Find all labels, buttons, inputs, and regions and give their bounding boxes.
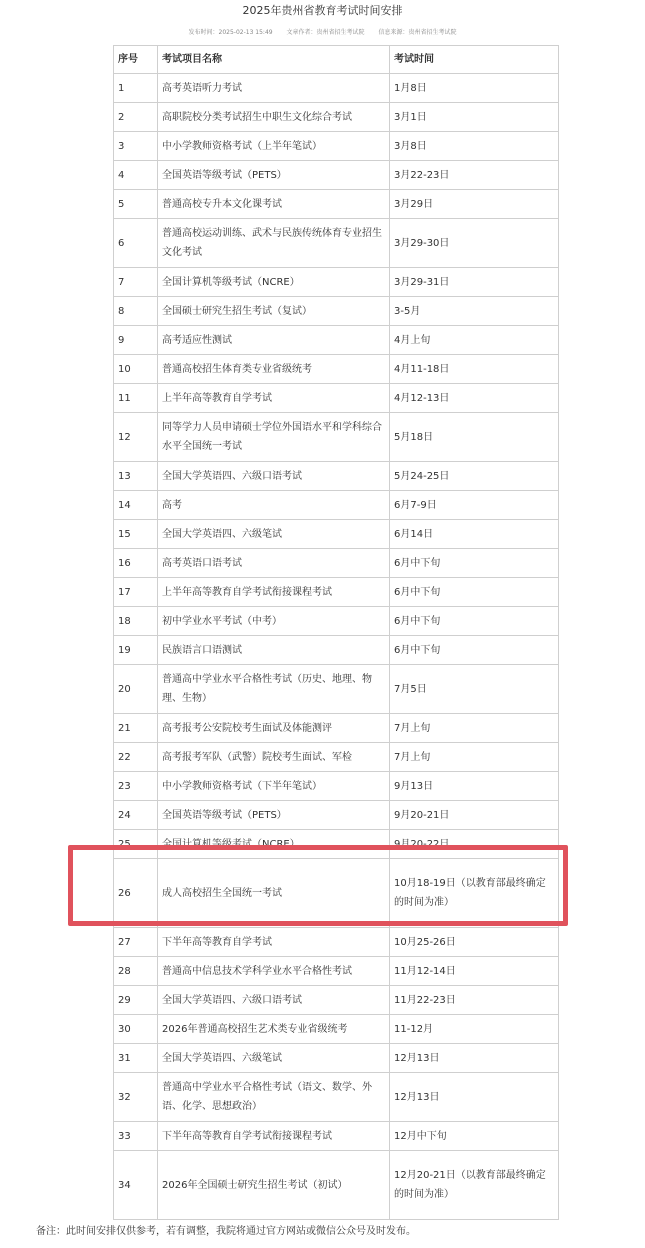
exam-name: 高考适应性测试	[158, 326, 390, 355]
exam-time: 5月24-25日	[390, 462, 559, 491]
table-row	[114, 801, 559, 830]
exam-time: 3-5月	[390, 297, 559, 326]
row-number: 6	[114, 219, 158, 268]
highlight-box	[68, 845, 568, 926]
row-number: 2	[114, 103, 158, 132]
table-row	[114, 1015, 559, 1044]
row-number: 16	[114, 549, 158, 578]
row-number: 1	[114, 74, 158, 103]
header-exam-name: 考试项目名称	[158, 46, 390, 74]
row-number: 4	[114, 161, 158, 190]
table-row	[114, 607, 559, 636]
row-number: 14	[114, 491, 158, 520]
exam-time: 3月8日	[390, 132, 559, 161]
row-number: 34	[114, 1151, 158, 1220]
exam-name: 普通高中信息技术学科学业水平合格性考试	[158, 957, 390, 986]
exam-time: 1月8日	[390, 74, 559, 103]
article-author: 文章作者：贵州省招生考试院	[286, 29, 365, 36]
row-number: 11	[114, 384, 158, 413]
table-row	[114, 413, 559, 462]
exam-name: 民族语言口语测试	[158, 636, 390, 665]
exam-time: 3月1日	[390, 103, 559, 132]
table-row	[114, 103, 559, 132]
table-row	[114, 491, 559, 520]
info-source: 信息来源：贵州省招生考试院	[378, 29, 457, 36]
table-row	[114, 355, 559, 384]
exam-name: 高考报考公安院校考生面试及体能测评	[158, 714, 390, 743]
row-number: 28	[114, 957, 158, 986]
row-number: 10	[114, 355, 158, 384]
row-number: 29	[114, 986, 158, 1015]
row-number: 20	[114, 665, 158, 714]
exam-name: 高职院校分类考试招生中职生文化综合考试	[158, 103, 390, 132]
exam-time: 7月上旬	[390, 743, 559, 772]
row-number: 18	[114, 607, 158, 636]
row-number: 17	[114, 578, 158, 607]
row-number: 32	[114, 1073, 158, 1122]
table-row	[114, 132, 559, 161]
exam-time: 6月中下旬	[390, 636, 559, 665]
exam-time: 6月7-9日	[390, 491, 559, 520]
table-row	[114, 1151, 559, 1220]
publish-time: 发布时间：2025-02-13 15:49	[188, 29, 273, 36]
table-row	[114, 986, 559, 1015]
row-number: 31	[114, 1044, 158, 1073]
table-row	[114, 1073, 559, 1122]
exam-time: 12月13日	[390, 1044, 559, 1073]
table-row	[114, 957, 559, 986]
table-row	[114, 384, 559, 413]
exam-name: 全国硕士研究生招生考试（复试）	[158, 297, 390, 326]
exam-time: 7月5日	[390, 665, 559, 714]
exam-time: 6月中下旬	[390, 578, 559, 607]
table-row	[114, 161, 559, 190]
exam-name: 普通高校专升本文化课考试	[158, 190, 390, 219]
exam-time: 12月20-21日（以教育部最终确定的时间为准）	[390, 1151, 559, 1220]
exam-name: 上半年高等教育自学考试	[158, 384, 390, 413]
exam-time: 12月中下旬	[390, 1122, 559, 1151]
header-exam-time: 考试时间	[390, 46, 559, 74]
table-row	[114, 636, 559, 665]
exam-time: 12月13日	[390, 1073, 559, 1122]
row-number: 23	[114, 772, 158, 801]
table-row	[114, 772, 559, 801]
exam-name: 下半年高等教育自学考试	[158, 928, 390, 957]
exam-name: 高考	[158, 491, 390, 520]
exam-name: 下半年高等教育自学考试衔接课程考试	[158, 1122, 390, 1151]
exam-name: 普通高校招生体育类专业省级统考	[158, 355, 390, 384]
table-row	[114, 665, 559, 714]
row-number: 33	[114, 1122, 158, 1151]
exam-name: 全国大学英语四、六级笔试	[158, 520, 390, 549]
exam-time: 11-12月	[390, 1015, 559, 1044]
row-number: 24	[114, 801, 158, 830]
row-number: 8	[114, 297, 158, 326]
table-row	[114, 219, 559, 268]
exam-time: 6月中下旬	[390, 549, 559, 578]
row-number: 25	[114, 830, 158, 859]
exam-time: 3月29日	[390, 190, 559, 219]
exam-name: 高考报考军队（武警）院校考生面试、军检	[158, 743, 390, 772]
table-header-row	[114, 46, 559, 74]
exam-time: 9月13日	[390, 772, 559, 801]
exam-time: 11月22-23日	[390, 986, 559, 1015]
exam-time: 5月18日	[390, 413, 559, 462]
row-number: 3	[114, 132, 158, 161]
exam-time: 6月14日	[390, 520, 559, 549]
row-number: 19	[114, 636, 158, 665]
table-row	[114, 462, 559, 491]
exam-time: 4月上旬	[390, 326, 559, 355]
exam-time: 3月29-31日	[390, 268, 559, 297]
table-row	[114, 928, 559, 957]
article-meta	[0, 27, 645, 36]
exam-name: 全国大学英语四、六级口语考试	[158, 986, 390, 1015]
exam-time: 10月18-19日（以教育部最终确定的时间为准）	[390, 859, 559, 928]
table-row	[114, 326, 559, 355]
table-row	[114, 268, 559, 297]
table-row	[114, 578, 559, 607]
exam-time: 6月中下旬	[390, 607, 559, 636]
exam-name: 2026年全国硕士研究生招生考试（初试）	[158, 1151, 390, 1220]
exam-schedule-table	[113, 45, 559, 1220]
row-number: 27	[114, 928, 158, 957]
exam-time: 4月11-18日	[390, 355, 559, 384]
exam-name: 中小学教师资格考试（上半年笔试）	[158, 132, 390, 161]
exam-time: 10月25-26日	[390, 928, 559, 957]
table-row	[114, 549, 559, 578]
exam-time: 3月29-30日	[390, 219, 559, 268]
row-number: 26	[114, 859, 158, 928]
exam-name: 普通高中学业水平合格性考试（历史、地理、物理、生物）	[158, 665, 390, 714]
exam-name: 成人高校招生全国统一考试	[158, 859, 390, 928]
table-row	[114, 297, 559, 326]
exam-name: 高考英语听力考试	[158, 74, 390, 103]
row-number: 22	[114, 743, 158, 772]
exam-name: 全国计算机等级考试（NCRE）	[158, 830, 390, 859]
table-row	[114, 743, 559, 772]
table-row	[114, 74, 559, 103]
exam-time: 7月上旬	[390, 714, 559, 743]
exam-name: 普通高中学业水平合格性考试（语文、数学、外语、化学、思想政治）	[158, 1073, 390, 1122]
exam-name: 上半年高等教育自学考试衔接课程考试	[158, 578, 390, 607]
exam-name: 全国大学英语四、六级笔试	[158, 1044, 390, 1073]
row-number: 21	[114, 714, 158, 743]
exam-name: 普通高校运动训练、武术与民族传统体育专业招生文化考试	[158, 219, 390, 268]
exam-name: 中小学教师资格考试（下半年笔试）	[158, 772, 390, 801]
row-number: 7	[114, 268, 158, 297]
exam-name: 同等学力人员申请硕士学位外国语水平和学科综合水平全国统一考试	[158, 413, 390, 462]
exam-name: 全国英语等级考试（PETS）	[158, 801, 390, 830]
row-number: 13	[114, 462, 158, 491]
header-number: 序号	[114, 46, 158, 74]
row-number: 15	[114, 520, 158, 549]
table-row	[114, 714, 559, 743]
row-number: 30	[114, 1015, 158, 1044]
exam-name: 全国大学英语四、六级口语考试	[158, 462, 390, 491]
footnote: 备注：此时间安排仅供参考，若有调整，我院将通过官方网站或微信公众号及时发布。	[36, 1226, 416, 1237]
table-row	[114, 1122, 559, 1151]
exam-time: 11月12-14日	[390, 957, 559, 986]
table-row	[114, 190, 559, 219]
table-row	[114, 520, 559, 549]
exam-name: 初中学业水平考试（中考）	[158, 607, 390, 636]
table-row	[114, 1044, 559, 1073]
row-number: 12	[114, 413, 158, 462]
row-number: 5	[114, 190, 158, 219]
exam-time: 4月12-13日	[390, 384, 559, 413]
exam-name: 全国英语等级考试（PETS）	[158, 161, 390, 190]
exam-time: 9月20-21日	[390, 801, 559, 830]
page-title: 2025年贵州省教育考试时间安排	[242, 4, 403, 17]
row-number: 9	[114, 326, 158, 355]
exam-name: 高考英语口语考试	[158, 549, 390, 578]
exam-time: 9月20-22日	[390, 830, 559, 859]
exam-time: 3月22-23日	[390, 161, 559, 190]
exam-name: 全国计算机等级考试（NCRE）	[158, 268, 390, 297]
exam-name: 2026年普通高校招生艺术类专业省级统考	[158, 1015, 390, 1044]
